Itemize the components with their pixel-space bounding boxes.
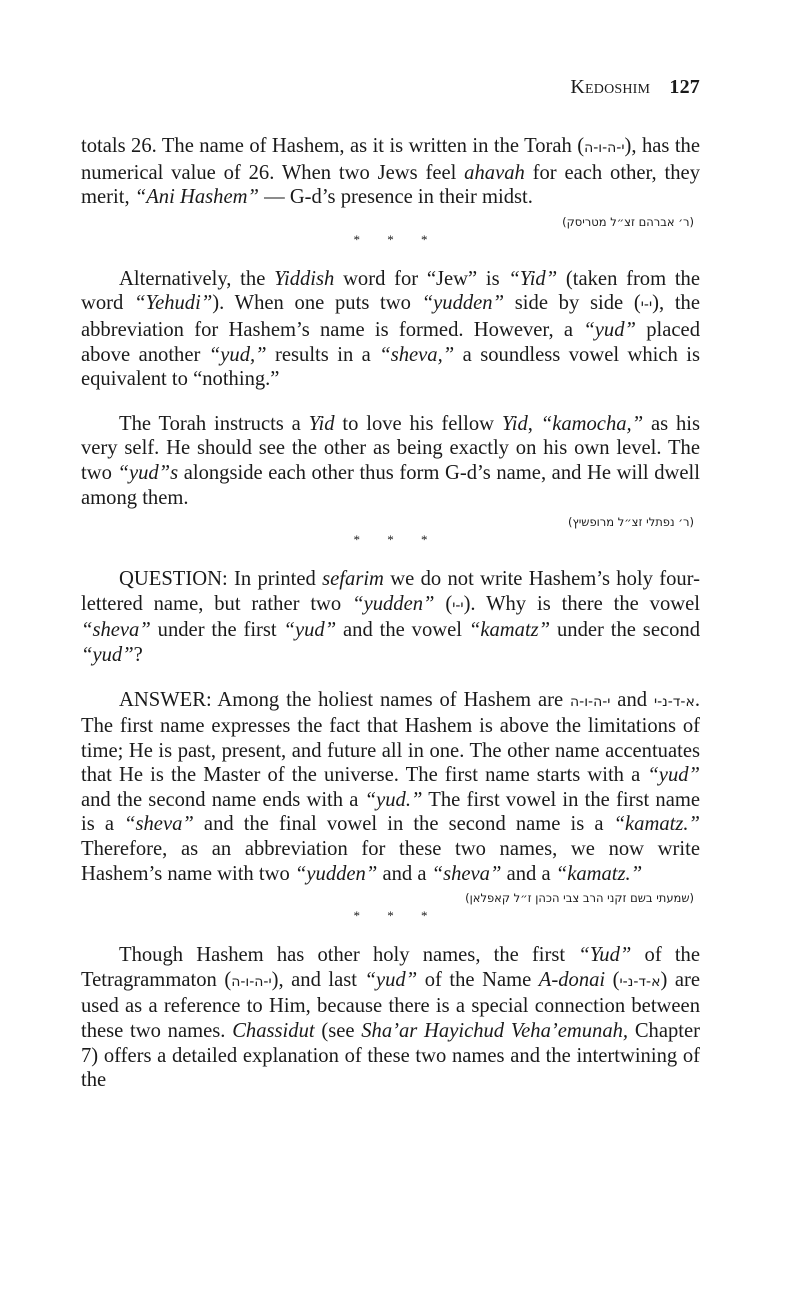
- page-body: [81, 134, 700, 1093]
- section-separator: * * *: [353, 231, 440, 247]
- italic-term: “yud”: [647, 764, 700, 787]
- page-number: 127: [669, 76, 700, 98]
- text: word for “Jew” is: [334, 267, 509, 290]
- text: as his very self. He should see the other as being exactly on his own level. The two: [81, 412, 700, 484]
- italic-term: “yud”: [283, 619, 337, 642]
- italic-term: “yudden”: [294, 862, 378, 885]
- hebrew-name: י-ה-ו-ה: [570, 693, 611, 710]
- text: we do not write Hashem’s holy four-lettered name, but rather two: [81, 568, 700, 615]
- text: for each other, they merit,: [81, 161, 700, 209]
- italic-term: “sheva”: [431, 862, 502, 885]
- italic-term: “Yud”: [578, 944, 632, 967]
- text: ,: [527, 412, 541, 435]
- italic-term: “Yid”: [508, 267, 558, 290]
- text: ), the abbreviation for Hashem’s name is formed. However, a: [81, 292, 700, 341]
- italic-term: “kamocha,”: [540, 412, 644, 435]
- text: ) are used as a reference to Him, because there is a special connection between these two names.: [81, 968, 700, 1043]
- italic-term: “kamatz.”: [613, 813, 700, 836]
- text: (see: [314, 1020, 362, 1043]
- italic-term: “yud”s: [117, 461, 179, 484]
- italic-term: A-donai: [538, 968, 606, 991]
- italic-term: Sha’ar Hayichud Veha’emunah,: [361, 1020, 629, 1043]
- text: and: [610, 688, 654, 711]
- text: (: [605, 968, 620, 991]
- hebrew-name: א-ד-נ-י: [619, 973, 661, 990]
- text: Though Hashem has other holy names, the first: [119, 944, 579, 967]
- hebrew-name: י-ה-ו-ה: [231, 973, 272, 990]
- italic-term: “yud”: [583, 318, 636, 341]
- italic-term: sefarim: [322, 568, 384, 591]
- hebrew-name: א-ד-נ-י: [653, 693, 695, 710]
- text: ), and last: [271, 968, 365, 991]
- text: ). When one puts two: [212, 292, 422, 315]
- italic-term: “sheva”: [81, 619, 151, 642]
- text: (taken from the word: [81, 267, 700, 315]
- paragraph-6: [81, 943, 700, 1093]
- italic-term: “Ani Hashem”: [134, 186, 259, 209]
- italic-term: “kamatz.”: [555, 862, 643, 885]
- italic-term: ahavah: [464, 161, 525, 184]
- section-separator: * * *: [353, 532, 440, 548]
- italic-term: “yud”: [364, 968, 418, 991]
- text: Chapter 7) offers a detailed explanation of these two names and the intertwining of the: [81, 1020, 701, 1092]
- chapter-title: Kedoshim: [570, 76, 651, 98]
- italic-term: “yud”: [81, 643, 134, 666]
- text: totals 26. The name of Hashem, as it is written in the Torah (: [81, 135, 585, 157]
- hebrew-name: י-ה-ו-ה: [584, 140, 625, 156]
- text: (: [434, 592, 453, 615]
- source-citation-1: (ר׳ אברהם זצ״ל מטריסק): [562, 214, 694, 229]
- paragraph-question: [81, 567, 700, 667]
- paragraph-answer: [81, 688, 700, 887]
- running-head: [570, 76, 700, 99]
- italic-term: “sheva,”: [379, 343, 455, 366]
- italic-term: Chassidut: [232, 1020, 315, 1043]
- text: of the Tetragrammaton (: [81, 944, 700, 991]
- text: ?: [133, 643, 143, 666]
- text: a soundless vowel which is equivalent to “nothing.”: [81, 343, 700, 391]
- text: and a: [377, 862, 432, 885]
- text: and the final vowel in the second name is a: [193, 813, 614, 836]
- italic-term: “yud,”: [208, 343, 267, 366]
- text: ANSWER: Among the holiest names of Hashem are: [119, 688, 570, 711]
- paragraph-gap: [81, 392, 700, 412]
- text: to love his fellow: [334, 412, 502, 435]
- text: results in a: [266, 343, 380, 366]
- section-separator: * * *: [353, 908, 440, 924]
- text: placed above another: [81, 318, 700, 366]
- hebrew-name: י-י: [640, 297, 653, 314]
- italic-term: Yiddish: [274, 267, 335, 290]
- italic-term: “kamatz”: [468, 619, 551, 642]
- italic-term: “yudden”: [421, 292, 505, 315]
- italic-term: Yid: [501, 412, 528, 435]
- italic-term: Yid: [308, 412, 335, 435]
- italic-term: “yudden”: [352, 592, 435, 615]
- paragraph-gap: [81, 668, 700, 688]
- text: and the second name ends with a: [81, 788, 365, 811]
- hebrew-name: י-י: [452, 597, 464, 614]
- text: The Torah instructs a: [119, 412, 309, 435]
- text: ). Why is there the vowel: [463, 592, 701, 615]
- text: . The first name expresses the fact that Hashem is above the limitations of time; He is past, present, and future all in one. The other name accentuates that He is the Master of the universe. The first name starts with a: [81, 688, 701, 787]
- text: The first vowel in the first name is a: [81, 788, 700, 836]
- text: QUESTION: In printed: [119, 568, 323, 591]
- text: ), has the numerical value of 26. When two Jews feel: [81, 135, 700, 184]
- paragraph-2: [81, 267, 700, 392]
- text: Therefore, as an abbreviation for these two names, we now write Hashem’s name with two: [81, 838, 700, 885]
- text: side by side (: [504, 292, 641, 315]
- paragraph-1: [81, 134, 700, 210]
- text: alongside each other thus form G-d’s name, and He will dwell among them.: [81, 461, 700, 509]
- text: and a: [501, 862, 556, 885]
- text: of the Name: [417, 968, 539, 991]
- source-citation-3: (שמעתי בשם זקני הרב צבי הכהן ז״ל קאפלאן): [465, 891, 694, 906]
- italic-term: “yud.”: [364, 788, 423, 811]
- text: and the vowel: [336, 619, 469, 642]
- text: Alternatively, the: [119, 267, 275, 290]
- source-citation-2: (ר׳ נפתלי זצ״ל מרופשיץ): [568, 515, 694, 530]
- italic-term: “sheva”: [124, 813, 194, 836]
- italic-term: “Yehudi”: [134, 292, 213, 315]
- text: under the second: [550, 619, 700, 642]
- text: under the first: [150, 619, 284, 642]
- paragraph-3: [81, 412, 700, 510]
- text: — G-d’s presence in their midst.: [258, 186, 533, 209]
